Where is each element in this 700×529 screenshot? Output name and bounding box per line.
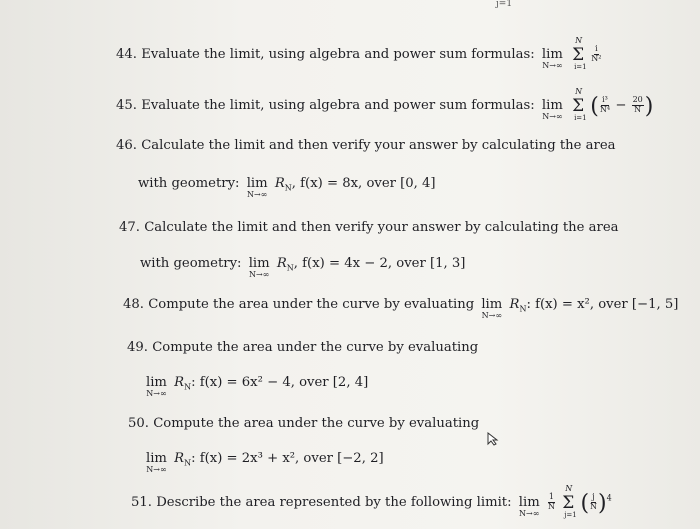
problem-49: 49. Compute the area under the curve by evaluating bbox=[127, 340, 479, 355]
problem-51: 51. Describe the area represented by the following limit: lim N→∞ $\frac{1}{N}$ Σ N j=1 ( $\frac{j}{N}$ )$^4$ bbox=[131, 484, 612, 519]
sum-symbol: Σ N i=1 bbox=[572, 35, 587, 71]
limit-expression: lim N→∞ bbox=[541, 46, 563, 70]
fraction: $\frac{i}{\text{N²}}$ bbox=[591, 44, 602, 63]
problem-49-line2: lim N→∞ $R_N$: f(x) = 6x² − 4, over [2, 4] bbox=[146, 375, 369, 398]
mouse-pointer-icon bbox=[486, 432, 500, 446]
problem-48: 48. Compute the area under the curve by evaluating lim N→∞ $R_N$: f(x) = x², over [−1, 5] bbox=[123, 297, 679, 320]
sum-symbol: Σ N j=1 bbox=[562, 484, 577, 519]
problem-50: 50. Compute the area under the curve by evaluating bbox=[128, 416, 480, 431]
problem-44: 44. Evaluate the limit, using algebra and power sum formulas: lim N→∞ Σ N i=1 $\frac{i}{\text{N²}}$ bbox=[116, 35, 602, 71]
problem-45: 45. Evaluate the limit, using algebra and power sum formulas: lim N→∞ Σ N i=1 ( $\frac{\text{i³}}{\text{N⁴}}$ − $\frac{20}{N}$ ) bbox=[116, 87, 654, 122]
problem-46: 46. Calculate the limit and then verify your answer by calculating the area bbox=[116, 138, 616, 153]
problem-47-line2: with geometry: lim N→∞ $R_N$, f(x) = 4x − 2, over [1, 3] bbox=[140, 256, 466, 279]
header-fragment: j=1 bbox=[496, 0, 513, 9]
limit-expression: lim N→∞ bbox=[541, 98, 563, 121]
sum-symbol: Σ N i=1 bbox=[572, 87, 587, 122]
problem-46-line2: with geometry: lim N→∞ $R_N$, f(x) = 8x, over [0, 4] bbox=[138, 176, 436, 199]
problem-50-line2: lim N→∞ $R_N$: f(x) = 2x³ + x², over [−2, 2] bbox=[146, 451, 384, 474]
problem-47: 47. Calculate the limit and then verify your answer by calculating the area bbox=[119, 220, 619, 235]
